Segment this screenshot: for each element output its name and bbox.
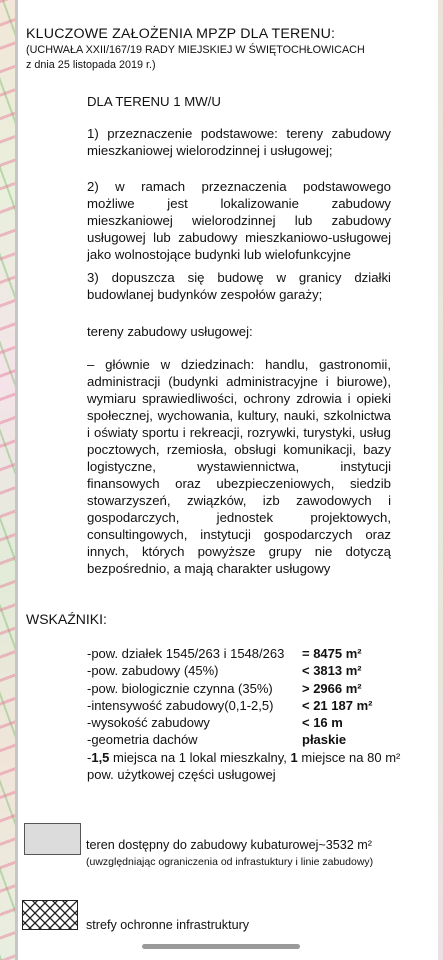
indicator-value: płaskie <box>302 732 347 748</box>
services-heading: tereny zabudowy usługowej: <box>87 324 253 339</box>
indicator-label: -pow. zabudowy (45%) <box>87 663 219 679</box>
indicators-list <box>87 645 417 783</box>
parking-residential-count: 1,5 <box>91 749 110 765</box>
legend-buildable-area-swatch <box>24 823 81 855</box>
indicator-label: -wysokość zabudowy <box>87 715 210 731</box>
indicator-value: < 3813 m² <box>302 663 362 679</box>
point-2: 2) w ramach przeznaczenia podstawowego możliwe jest lokalizowanie zabudowy mieszkaniowej wielorodzinnej lub zabudowy usługowej lub zabudowy mieszkaniowo-usługowej jako wolnostojące budynki lub wielofunkcyjne <box>87 179 391 262</box>
resolution-reference: (UCHWAŁA XXII/167/19 RADY MIEJSKIEJ W ŚWIĘTOCHŁOWICACH <box>26 44 365 56</box>
section-heading: DLA TERENU 1 MW/U <box>87 94 221 109</box>
legend-buildable-area-note: (uwzględniając ograniczenia od infrastuktury i linie zabudowy) <box>86 856 374 868</box>
document-title: KLUCZOWE ZAŁOŻENIA MPZP DLA TERENU: <box>26 26 336 42</box>
indicator-row <box>87 731 417 748</box>
indicator-row <box>87 662 417 679</box>
legend-protection-zone-swatch <box>22 900 78 930</box>
indicators-title: WSKAŹNIKI: <box>26 611 107 627</box>
indicator-label: -pow. biologicznie czynna (35%) <box>87 680 273 696</box>
indicator-value: < 16 m <box>302 715 343 731</box>
map-background-strip <box>0 0 16 960</box>
home-indicator[interactable] <box>142 944 300 949</box>
parking-service-text: miejsce na 80 m² pow. użytkowej części usługowej <box>87 749 401 783</box>
point-1: 1) przeznaczenie podstawowe: tereny zabudowy mieszkaniowej wielorodzinnej i usługowej; <box>87 126 391 158</box>
services-text: – głównie w dziedzinach: handlu, gastronomii, administracji (budynki administracyjne i biurowe), wymiaru sprawiedliwości, ochrony zdrowia i opieki społecznej, wychowania, kultury, nauki, szkolnictwa i oświaty sportu i rekreacji, rozrywki, turystyki, usług pocztowych, rzemiosła, obsługi komunikacji, bazy logistyczne, wystawiennictwa, instytucji finansowych oraz ubezpieczeniowych, siedzib stowarzyszeń, związków, izb zawodowych i gospodarczych, jednostek projektowych, consultingowych, instytucji gospodarczych oraz innych, których powyższe grupy nie dotyczą bezpośrednio, a mają charakter usługowy <box>87 357 391 576</box>
parking-requirement <box>87 749 417 784</box>
point-3: 3) dopuszcza się budowę w granicy działki budowlanej budynków zespołów garaży; <box>87 270 391 302</box>
legend-buildable-area-label: teren dostępny do zabudowy kubaturowej~3532 m² <box>86 838 372 852</box>
resolution-date: z dnia 25 listopada 2019 r.) <box>26 59 156 71</box>
indicator-label: -geometria dachów <box>87 732 198 748</box>
indicator-row <box>87 680 417 697</box>
parking-residential-text: miejsca na 1 lokal mieszkalny, <box>109 749 291 765</box>
map-background-edge <box>438 0 443 960</box>
parking-service-count: 1 <box>290 749 298 765</box>
indicator-row <box>87 714 417 731</box>
indicator-row <box>87 645 417 662</box>
parking-prefix: - <box>87 749 92 765</box>
indicator-label: -intensywość zabudowy(0,1-2,5) <box>87 697 274 713</box>
indicator-label: -pow. działek 1545/263 i 1548/263 <box>87 646 285 661</box>
indicator-value: < 21 187 m² <box>302 697 373 713</box>
legend-protection-zone-label: strefy ochronne infrastruktury <box>86 918 250 932</box>
indicator-value: > 2966 m² <box>302 680 362 696</box>
indicator-value: = 8475 m² <box>302 646 362 661</box>
indicator-row <box>87 697 417 714</box>
